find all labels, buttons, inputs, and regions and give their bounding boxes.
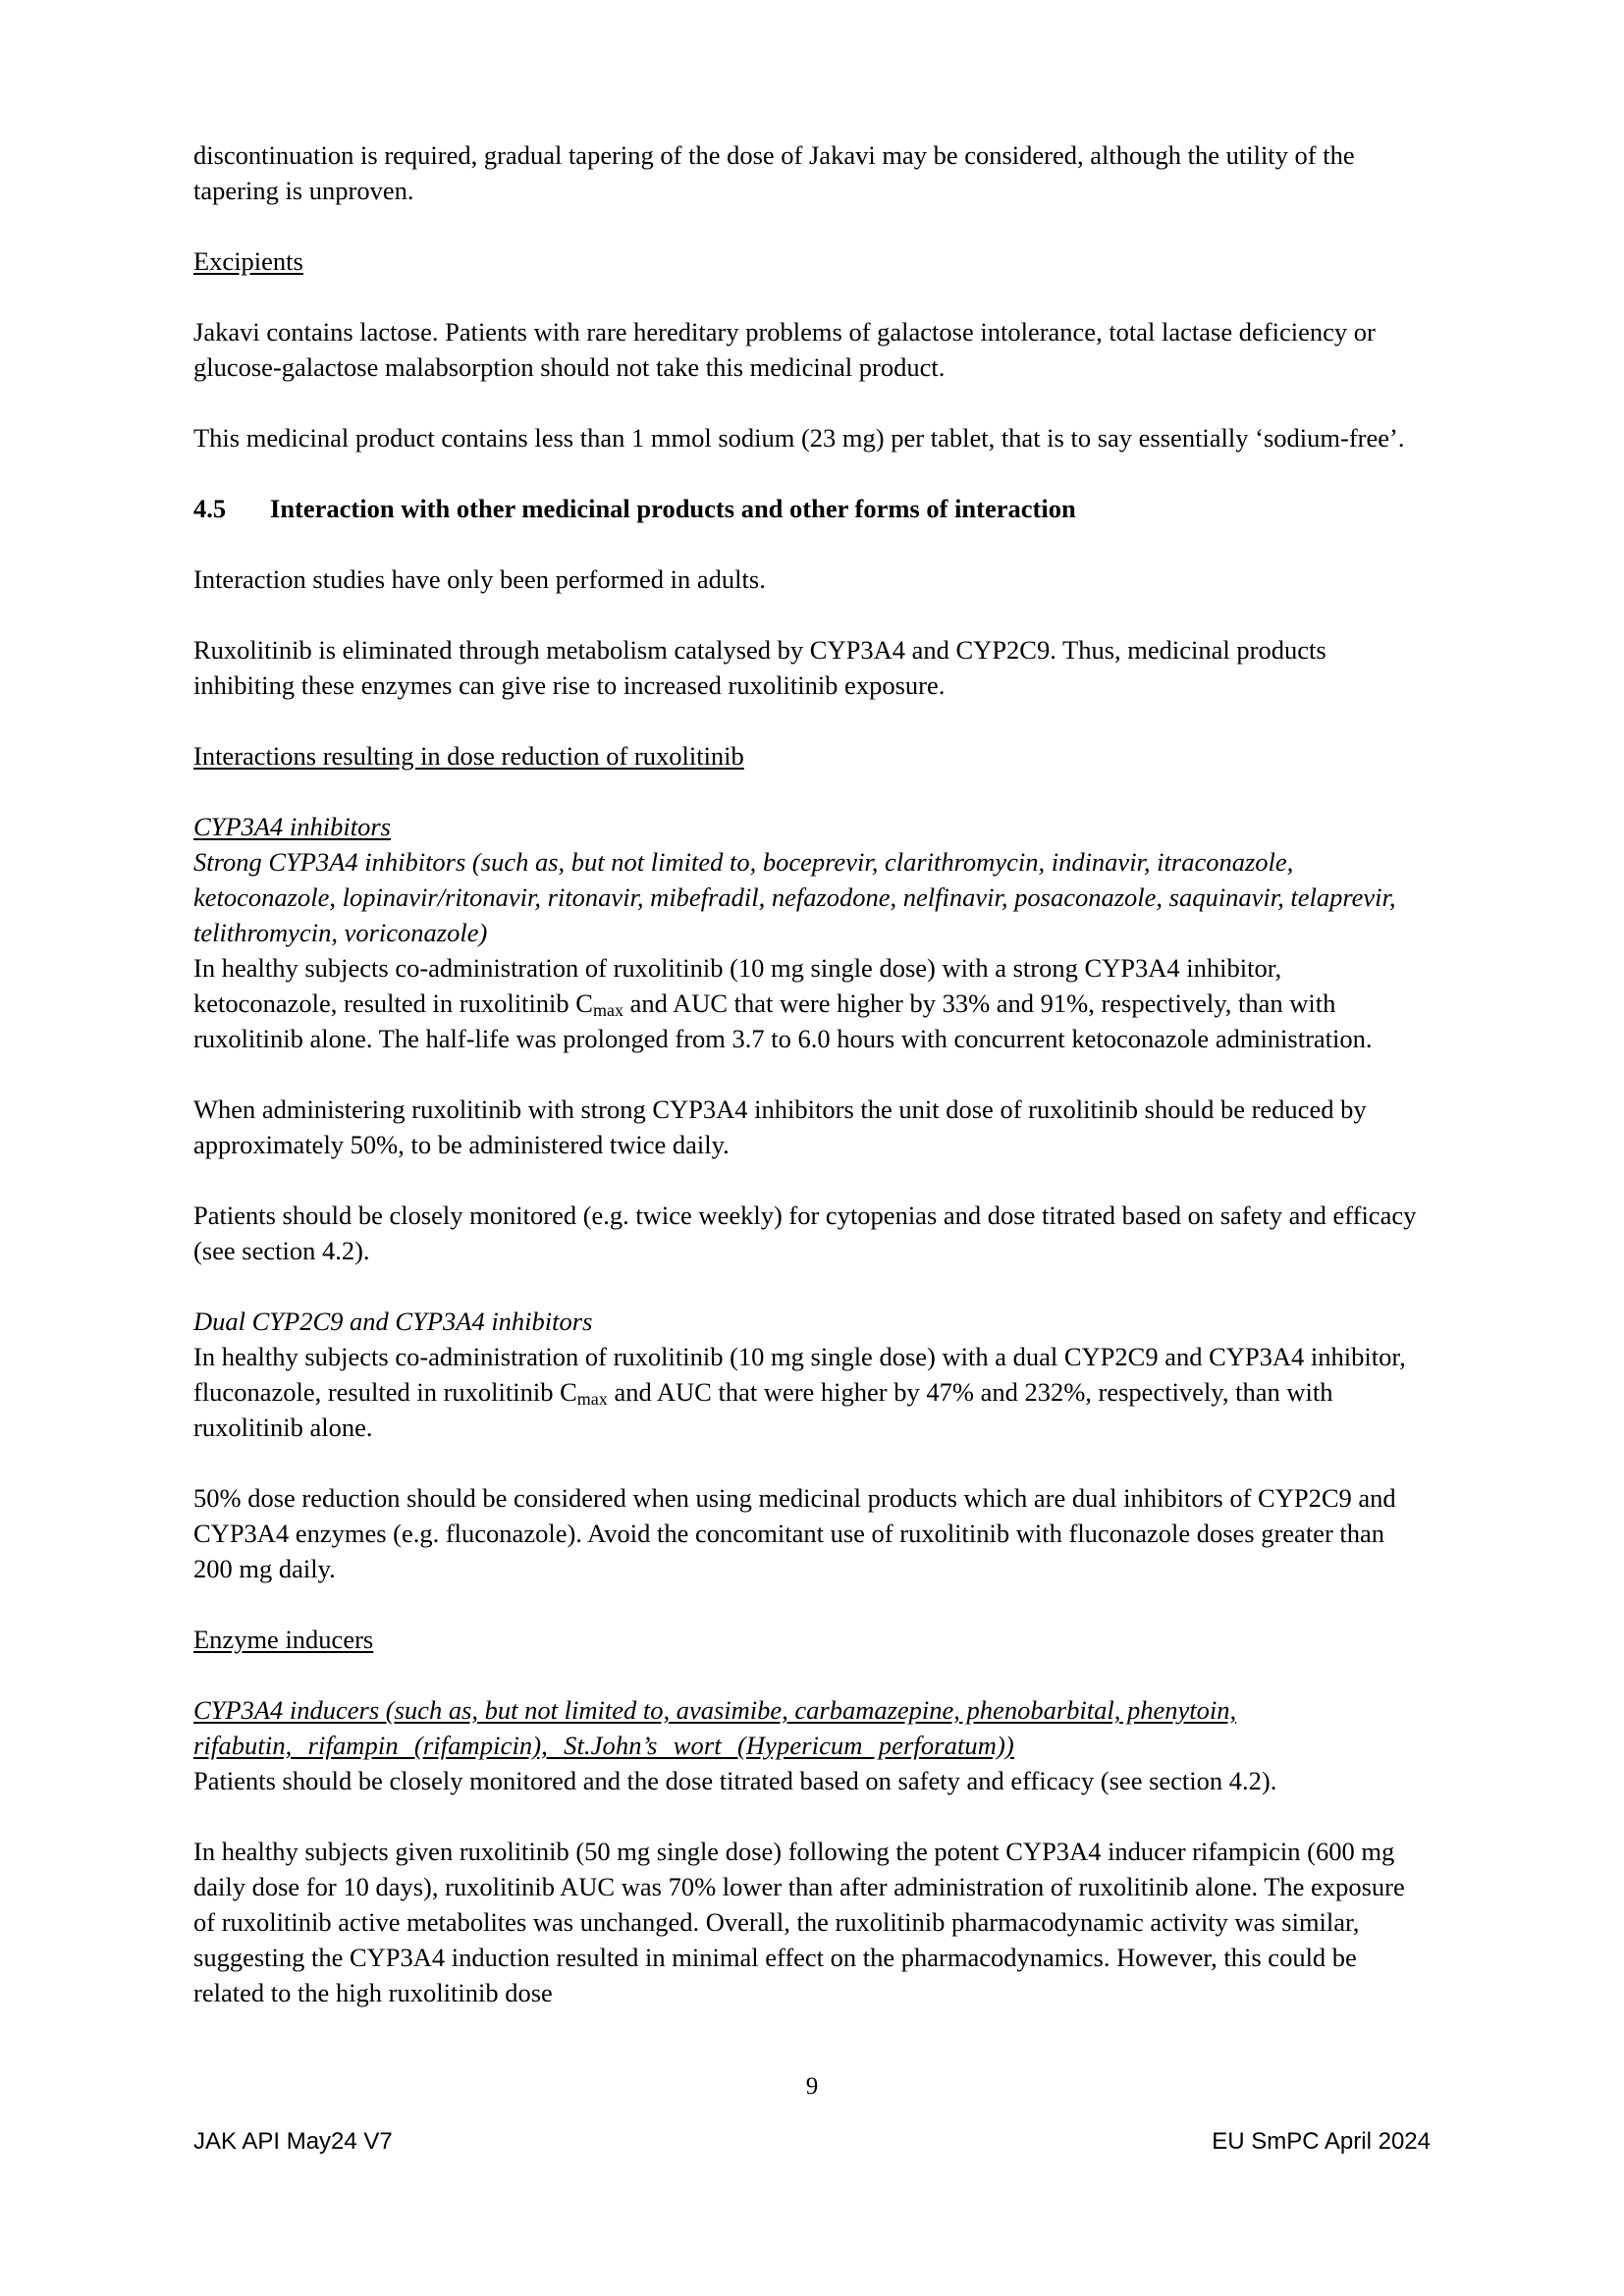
fluconazole-text-part1: In healthy subjects co-administration of ruxolitinib (10 mg single dose) with a dual CYP2C9 and CYP3A4 inhibitor, fluconazole, resulted in ruxolitinib C bbox=[193, 1342, 1406, 1407]
spacer bbox=[193, 774, 1421, 809]
section-number: 4.5 bbox=[193, 494, 227, 523]
spacer bbox=[193, 526, 1421, 561]
heading-interactions-dose-reduction-label: Interactions resulting in dose reduction of ruxolitinib bbox=[193, 741, 744, 771]
spacer bbox=[193, 703, 1421, 738]
spacer bbox=[193, 1657, 1421, 1692]
spacer bbox=[193, 597, 1421, 632]
spacer bbox=[193, 279, 1421, 314]
paragraph-50-percent-dose-reduction: 50% dose reduction should be considered when using medicinal products which are dual inhibitors of CYP2C9 and CYP3A4 enzymes (e.g. fluconazole). Avoid the concomitant use of ruxolitinib with fluconazole doses greater than 200 mg daily. bbox=[193, 1483, 1396, 1583]
inducers-line-1: CYP3A4 inducers (such as, but not limited to, avasimibe, carbamazepine, phenobarbital, phenytoin, bbox=[193, 1695, 1237, 1725]
paragraph-ruxolitinib-eliminated: Ruxolitinib is eliminated through metabolism catalysed by CYP3A4 and CYP2C9. Thus, medicinal products inhibiting these enzymes can give rise to increased ruxolitinib exposure. bbox=[193, 635, 1326, 700]
spacer bbox=[193, 1268, 1421, 1304]
section-title: Interaction with other medicinal products and other forms of interaction bbox=[270, 494, 1076, 523]
spacer bbox=[193, 1162, 1421, 1198]
heading-enzyme-inducers-label: Enzyme inducers bbox=[193, 1625, 374, 1654]
page-footer bbox=[193, 2128, 1431, 2156]
paragraph-rifampicin: In healthy subjects given ruxolitinib (50 mg single dose) following the potent CYP3A4 inducer rifampicin (600 mg daily dose for 10 days), ruxolitinib AUC was 70% lower than after administration of ruxolitinib alone. The exposure of ruxolitinib active metabolites was unchanged. Overall, the ruxolitinib pharmacodynamic activity was similar, suggesting the CYP3A4 induction resulted in minimal effect on the pharmacodynamics. However, this could be related to the high ruxolitinib dose bbox=[193, 1837, 1405, 2007]
paragraph-patients-monitored-cytopenias: Patients should be closely monitored (e.g. twice weekly) for cytopenias and dose titrated based on safety and efficacy (see section 4.2). bbox=[193, 1201, 1417, 1265]
page-content bbox=[193, 137, 1421, 2010]
fluconazole-text-part2: and AUC that were higher by 47% and 232%, respectively, than with ruxolitinib alone. bbox=[193, 1377, 1333, 1442]
paragraph-interaction-studies: Interaction studies have only been performed in adults. bbox=[193, 564, 766, 594]
spacer bbox=[193, 1798, 1421, 1834]
ketoconazole-text-part1: In healthy subjects co-administration of ruxolitinib (10 mg single dose) with a strong CYP3A4 inhibitor, ketoconazole, resulted in ruxolitinib C bbox=[193, 953, 1282, 1018]
heading-enzyme-inducers bbox=[193, 1622, 1421, 1657]
cmax-subscript: max bbox=[576, 1388, 608, 1409]
heading-dual-inhibitors bbox=[193, 1304, 1421, 1339]
heading-cyp3a4-inhibitors bbox=[193, 809, 1421, 844]
cmax-subscript: max bbox=[592, 999, 624, 1020]
paragraph-when-administering: When administering ruxolitinib with strong CYP3A4 inhibitors the unit dose of ruxolitinib should be reduced by approximately 50%, to be administered twice daily. bbox=[193, 1095, 1367, 1159]
heading-excipients bbox=[193, 243, 1421, 279]
paragraph-ketoconazole bbox=[193, 950, 1421, 1056]
footer-right-text: EU SmPC April 2024 bbox=[1212, 2128, 1431, 2155]
paragraph-fluconazole bbox=[193, 1339, 1421, 1445]
footer-left-text: JAK API May24 V7 bbox=[193, 2128, 393, 2155]
paragraph-sodium: This medicinal product contains less than 1 mmol sodium (23 mg) per tablet, that is to say essentially ‘sodium-free’. bbox=[193, 423, 1405, 453]
inducers-line-2: rifabutin, rifampin (rifampicin), St.John’s wort (Hypericum perforatum)) bbox=[193, 1731, 1014, 1760]
heading-cyp3a4-inhibitors-label: CYP3A4 inhibitors bbox=[193, 812, 391, 841]
paragraph-discontinuation: discontinuation is required, gradual tapering of the dose of Jakavi may be considered, although the utility of the tapering is unproven. bbox=[193, 140, 1355, 205]
heading-interactions-dose-reduction bbox=[193, 738, 1421, 774]
italic-strong-cyp3a4-list: Strong CYP3A4 inhibitors (such as, but not limited to, boceprevir, clarithromycin, indinavir, itraconazole, ketoconazole, lopinavir/ritonavir, ritonavir, mibefradil, nefazodone, nelfinavir, posaconazole, saquinavir, telaprevir, telithromycin, voriconazole) bbox=[193, 847, 1396, 947]
paragraph-patients-monitored-titrated: Patients should be closely monitored and the dose titrated based on safety and efficacy (see section 4.2). bbox=[193, 1766, 1277, 1795]
heading-excipients-label: Excipients bbox=[193, 246, 303, 276]
spacer bbox=[193, 1586, 1421, 1622]
spacer bbox=[193, 208, 1421, 243]
ketoconazole-text-part2: and AUC that were higher by 33% and 91%, respectively, than with ruxolitinib alone. The half-life was prolonged from 3.7 to 6.0 hours with concurrent ketoconazole administration. bbox=[193, 988, 1373, 1053]
page-number: 9 bbox=[805, 2073, 819, 2100]
spacer bbox=[193, 1056, 1421, 1092]
italic-cyp3a4-inducers-list bbox=[193, 1692, 1421, 1763]
paragraph-lactose: Jakavi contains lactose. Patients with rare hereditary problems of galactose intolerance, total lactase deficiency or glucose-galactose malabsorption should not take this medicinal product. bbox=[193, 317, 1376, 382]
spacer bbox=[193, 1445, 1421, 1480]
section-heading-4-5 bbox=[193, 491, 1421, 526]
spacer bbox=[193, 385, 1421, 420]
spacer bbox=[193, 455, 1421, 491]
heading-dual-inhibitors-label: Dual CYP2C9 and CYP3A4 inhibitors bbox=[193, 1307, 593, 1336]
